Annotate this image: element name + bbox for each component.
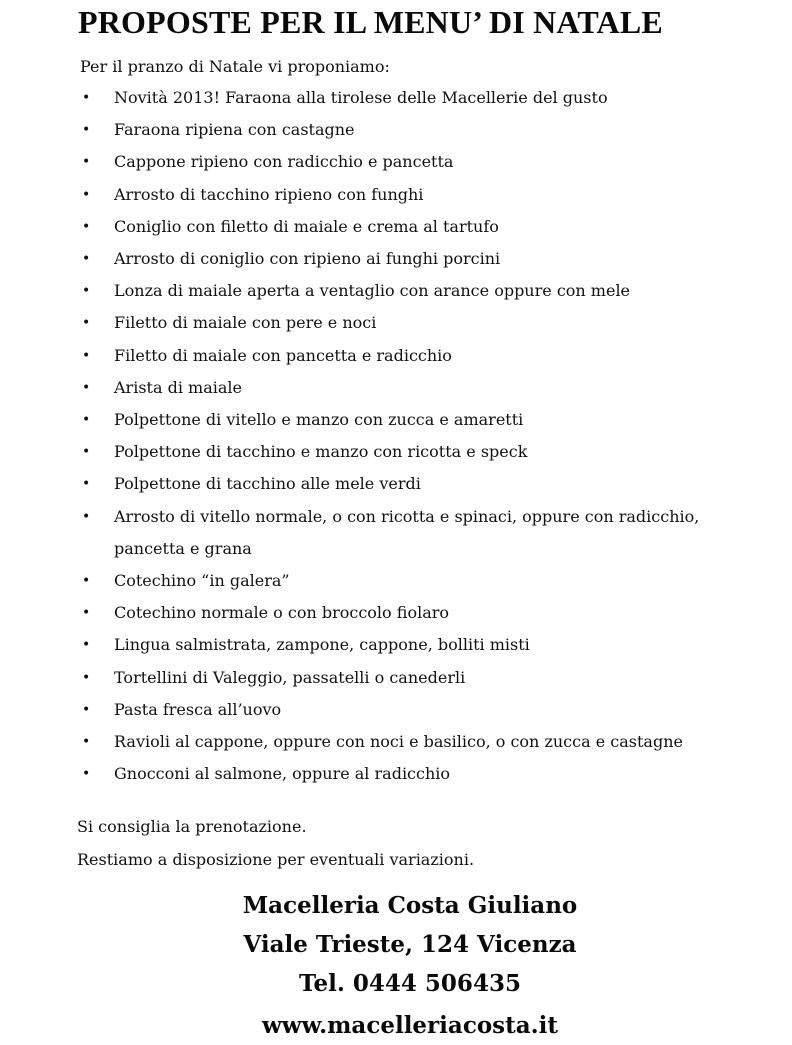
list-item bbox=[76, 114, 716, 146]
list-item-text: Polpettone di tacchino e manzo con ricotta e speck bbox=[114, 442, 528, 462]
page-title: PROPOSTE PER IL MENU’ DI NATALE bbox=[78, 4, 663, 40]
shop-phone: Tel. 0444 506435 bbox=[299, 970, 521, 997]
bullet-icon: • bbox=[82, 476, 91, 493]
list-item-text: Lonza di maiale aperta a ventaglio con arance oppure con mele bbox=[114, 281, 631, 301]
list-item-text: Filetto di maiale con pancetta e radicchio bbox=[114, 345, 452, 365]
bullet-icon: • bbox=[82, 154, 91, 171]
bullet-icon: • bbox=[82, 734, 91, 751]
booking-note: Si consiglia la prenotazione. bbox=[77, 817, 307, 836]
list-item-text: Arista di maiale bbox=[114, 377, 242, 397]
list-item-text: Cotechino “in galera” bbox=[114, 571, 290, 591]
bullet-icon: • bbox=[82, 283, 91, 300]
list-item-text: Faraona ripiena con castagne bbox=[114, 120, 355, 140]
list-item bbox=[76, 404, 716, 436]
bullet-icon: • bbox=[82, 186, 91, 203]
list-item-text: Lingua salmistrata, zampone, cappone, bolliti misti bbox=[114, 635, 530, 655]
bullet-icon: • bbox=[82, 766, 91, 783]
bullet-icon: • bbox=[82, 669, 91, 686]
menu-list bbox=[76, 82, 716, 790]
list-item bbox=[76, 597, 716, 629]
bullet-icon: • bbox=[82, 412, 91, 429]
bullet-icon: • bbox=[82, 122, 91, 139]
bullet-icon: • bbox=[82, 701, 91, 718]
list-item bbox=[76, 629, 716, 661]
list-item-text: Coniglio con filetto di maiale e crema al tartufo bbox=[114, 216, 499, 236]
bullet-icon: • bbox=[82, 315, 91, 332]
bullet-icon: • bbox=[82, 347, 91, 364]
shop-name: Macelleria Costa Giuliano bbox=[242, 892, 578, 919]
list-item bbox=[76, 243, 716, 275]
list-item-text: Ravioli al cappone, oppure con noci e basilico, o con zucca e castagne bbox=[114, 732, 683, 752]
list-item-text: Cotechino normale o con broccolo fiolaro bbox=[114, 603, 450, 623]
list-item bbox=[76, 501, 716, 565]
list-item-text: Arrosto di tacchino ripieno con funghi bbox=[114, 184, 424, 204]
list-item bbox=[76, 694, 716, 726]
list-item bbox=[76, 211, 716, 243]
list-item bbox=[76, 662, 716, 694]
list-item-text: Filetto di maiale con pere e noci bbox=[114, 313, 377, 333]
list-item-text: Polpettone di tacchino alle mele verdi bbox=[114, 474, 421, 494]
list-item bbox=[76, 275, 716, 307]
list-item bbox=[76, 372, 716, 404]
list-item-text: Polpettone di vitello e manzo con zucca e amaretti bbox=[114, 410, 524, 430]
list-item-text: Gnocconi al salmone, oppure al radicchio bbox=[114, 764, 451, 784]
list-item-text: Arrosto di vitello normale, o con ricotta e spinaci, oppure con radicchio, pancetta e grana bbox=[114, 506, 700, 558]
list-item bbox=[76, 340, 716, 372]
notes-block bbox=[77, 810, 474, 876]
list-item bbox=[76, 726, 716, 758]
bullet-icon: • bbox=[82, 379, 91, 396]
variations-note: Restiamo a disposizione per eventuali variazioni. bbox=[77, 850, 475, 869]
list-item-text: Cappone ripieno con radicchio e pancetta bbox=[114, 152, 454, 172]
list-item bbox=[76, 468, 716, 500]
bullet-icon: • bbox=[82, 90, 91, 106]
list-item-text: Pasta fresca all’uovo bbox=[114, 699, 282, 719]
bullet-icon: • bbox=[82, 444, 91, 461]
list-item bbox=[76, 436, 716, 468]
list-item bbox=[76, 758, 716, 790]
intro-text: Per il pranzo di Natale vi proponiamo: bbox=[80, 57, 390, 76]
list-item-text: Novità 2013! Faraona alla tirolese delle Macellerie del gusto bbox=[114, 88, 608, 107]
bullet-icon: • bbox=[82, 573, 91, 590]
shop-address: Viale Trieste, 124 Vicenza bbox=[243, 931, 577, 958]
bullet-icon: • bbox=[82, 508, 91, 525]
shop-website[interactable]: www.macelleriacosta.it bbox=[261, 1012, 559, 1039]
bullet-icon: • bbox=[82, 251, 91, 268]
list-item-text: Arrosto di coniglio con ripieno ai funghi porcini bbox=[114, 249, 501, 269]
list-item bbox=[76, 146, 716, 178]
bullet-icon: • bbox=[82, 637, 91, 654]
list-item bbox=[76, 307, 716, 339]
list-item bbox=[76, 82, 716, 114]
bullet-icon: • bbox=[82, 605, 91, 622]
contact-block bbox=[156, 886, 664, 1003]
bullet-icon: • bbox=[82, 218, 91, 235]
list-item bbox=[76, 565, 716, 597]
list-item bbox=[76, 179, 716, 211]
list-item-text: Tortellini di Valeggio, passatelli o canederli bbox=[114, 667, 466, 687]
